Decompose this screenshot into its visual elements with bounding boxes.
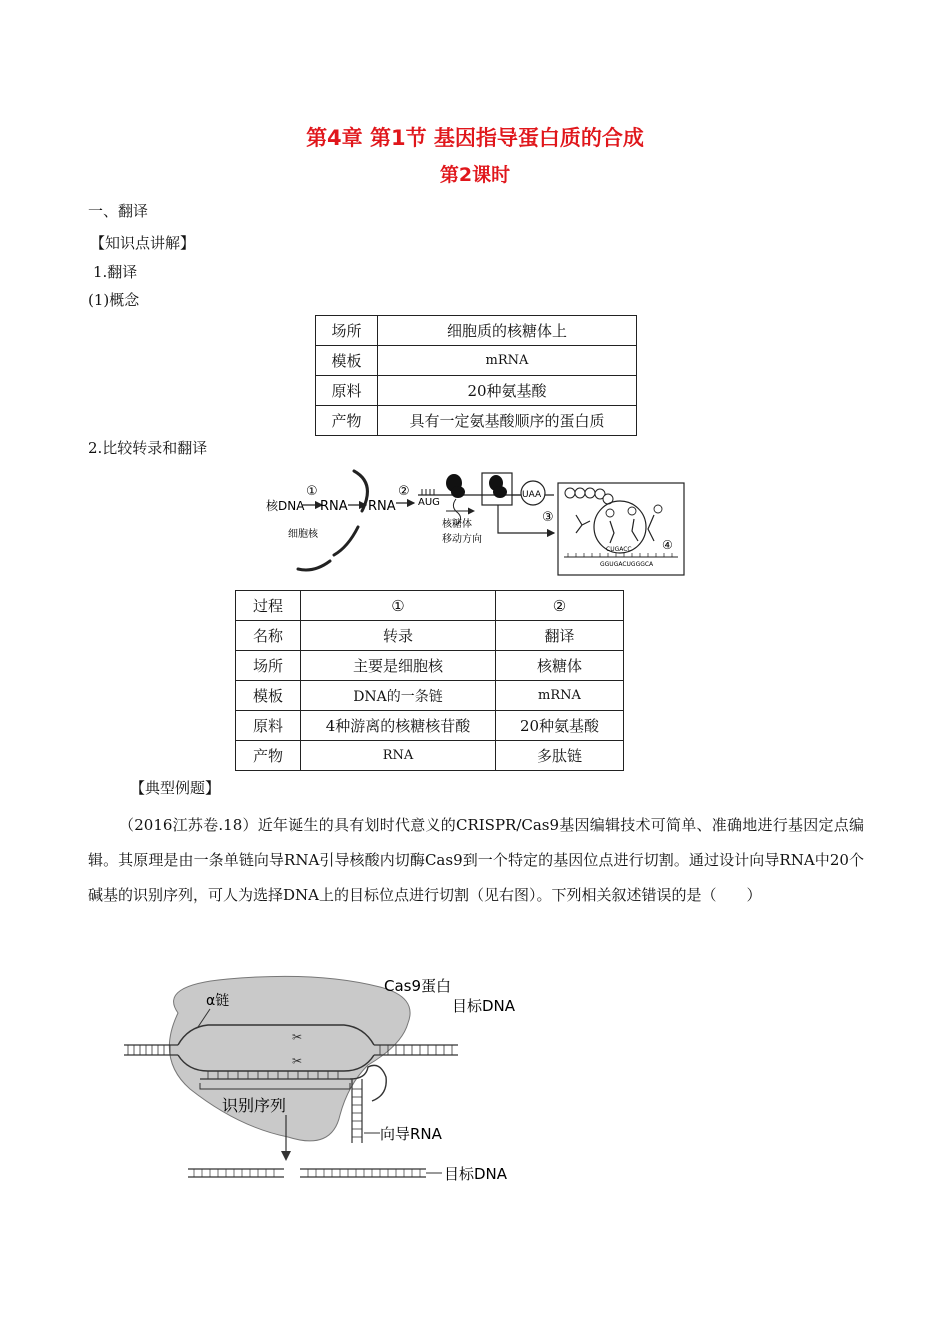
direction-label: 移动方向 bbox=[442, 534, 482, 545]
table-row bbox=[236, 591, 624, 621]
table-row bbox=[316, 316, 637, 346]
cas9-label: Cas9蛋白 bbox=[384, 977, 452, 995]
table-row bbox=[316, 376, 637, 406]
knowledge-label: 【知识点讲解】 bbox=[90, 234, 196, 252]
rna-label-1: RNA bbox=[320, 499, 348, 514]
table-row bbox=[316, 346, 637, 376]
codon-sequence: CUGACC bbox=[606, 546, 632, 553]
table-cell-value: 具有一定氨基酸顺序的蛋白质 bbox=[378, 406, 637, 436]
table-cell: 场所 bbox=[236, 651, 301, 681]
table-cell-label: 场所 bbox=[316, 316, 378, 346]
section-heading: 一、翻译 bbox=[88, 202, 149, 220]
table-row bbox=[236, 621, 624, 651]
step4-marker: ④ bbox=[662, 538, 673, 552]
table-cell: 转录 bbox=[301, 621, 496, 651]
dna-label: 核DNA bbox=[266, 499, 305, 513]
item-compare: 2.比较转录和翻译 bbox=[88, 439, 208, 457]
table-cell: RNA bbox=[301, 741, 496, 771]
scissors-icon: ✂ bbox=[292, 1030, 303, 1044]
table-cell: 翻译 bbox=[496, 621, 624, 651]
start-codon: AUG bbox=[418, 497, 440, 508]
table-header-cell: ① bbox=[301, 591, 496, 621]
mrna-sequence: GGUGACUGGGCA bbox=[600, 561, 654, 568]
example-label: 【典型例题】 bbox=[130, 779, 221, 797]
stop-codon: UAA bbox=[522, 490, 542, 500]
rna-label-2: RNA bbox=[368, 499, 396, 514]
table-cell: 20种氨基酸 bbox=[496, 711, 624, 741]
transcription-translation-diagram bbox=[258, 465, 690, 579]
table-cell: 核糖体 bbox=[496, 651, 624, 681]
alpha-chain-label: α链 bbox=[206, 993, 230, 1009]
target-dna-label-bottom: 目标DNA bbox=[444, 1165, 508, 1183]
table-cell-value: 细胞质的核糖体上 bbox=[378, 316, 637, 346]
table-cell-value: mRNA bbox=[378, 346, 637, 376]
step1-marker: ① bbox=[306, 484, 318, 499]
table-cell: 原料 bbox=[236, 711, 301, 741]
step3-marker: ③ bbox=[542, 510, 554, 525]
table-header-cell: ② bbox=[496, 591, 624, 621]
table-cell: DNA的一条链 bbox=[301, 681, 496, 711]
item-concept: (1)概念 bbox=[88, 291, 140, 309]
table-row bbox=[236, 711, 624, 741]
compare-table bbox=[235, 590, 624, 771]
table-cell-label: 产物 bbox=[316, 406, 378, 436]
recognition-label: 识别序列 bbox=[222, 1096, 287, 1115]
table-header-cell: 过程 bbox=[236, 591, 301, 621]
table-cell: 4种游离的核糖核苷酸 bbox=[301, 711, 496, 741]
table-cell: 名称 bbox=[236, 621, 301, 651]
step2-marker: ② bbox=[398, 484, 410, 499]
target-dna-label-top: 目标DNA bbox=[452, 997, 516, 1015]
item-translation: 1.翻译 bbox=[93, 263, 138, 281]
table-row bbox=[236, 651, 624, 681]
question-text: （2016江苏卷.18）近年诞生的具有划时代意义的CRISPR/Cas9基因编辑技术可简单、准确地进行基因定点编辑。其原理是由一条单链向导RNA引导核酸内切酶Cas9到一个特定的基因位点进行切割。通过设计向导RNA中20个碱基的识别序列，可人为选择DNA上的目标位点进行切割（见右图）。下列相关叙述错误的是（ ） bbox=[88, 816, 864, 904]
table-row bbox=[316, 406, 637, 436]
table-cell: 主要是细胞核 bbox=[301, 651, 496, 681]
table-cell-label: 模板 bbox=[316, 346, 378, 376]
table-cell: 模板 bbox=[236, 681, 301, 711]
ribosome-label: 核糖体 bbox=[442, 519, 472, 530]
table-row bbox=[236, 741, 624, 771]
crispr-cas9-diagram bbox=[118, 965, 544, 1197]
table-row bbox=[236, 681, 624, 711]
page-subtitle: 第2课时 bbox=[439, 164, 511, 186]
page-title: 第4章 第1节 基因指导蛋白质的合成 bbox=[306, 126, 644, 150]
table-cell-label: 原料 bbox=[316, 376, 378, 406]
scissors-icon: ✂ bbox=[292, 1054, 303, 1068]
table-cell: mRNA bbox=[496, 681, 624, 711]
guide-rna-label: 向导RNA bbox=[380, 1125, 442, 1143]
concept-table bbox=[315, 315, 637, 436]
table-cell-value: 20种氨基酸 bbox=[378, 376, 637, 406]
table-cell: 多肽链 bbox=[496, 741, 624, 771]
table-cell: 产物 bbox=[236, 741, 301, 771]
nucleus-label: 细胞核 bbox=[288, 529, 318, 540]
